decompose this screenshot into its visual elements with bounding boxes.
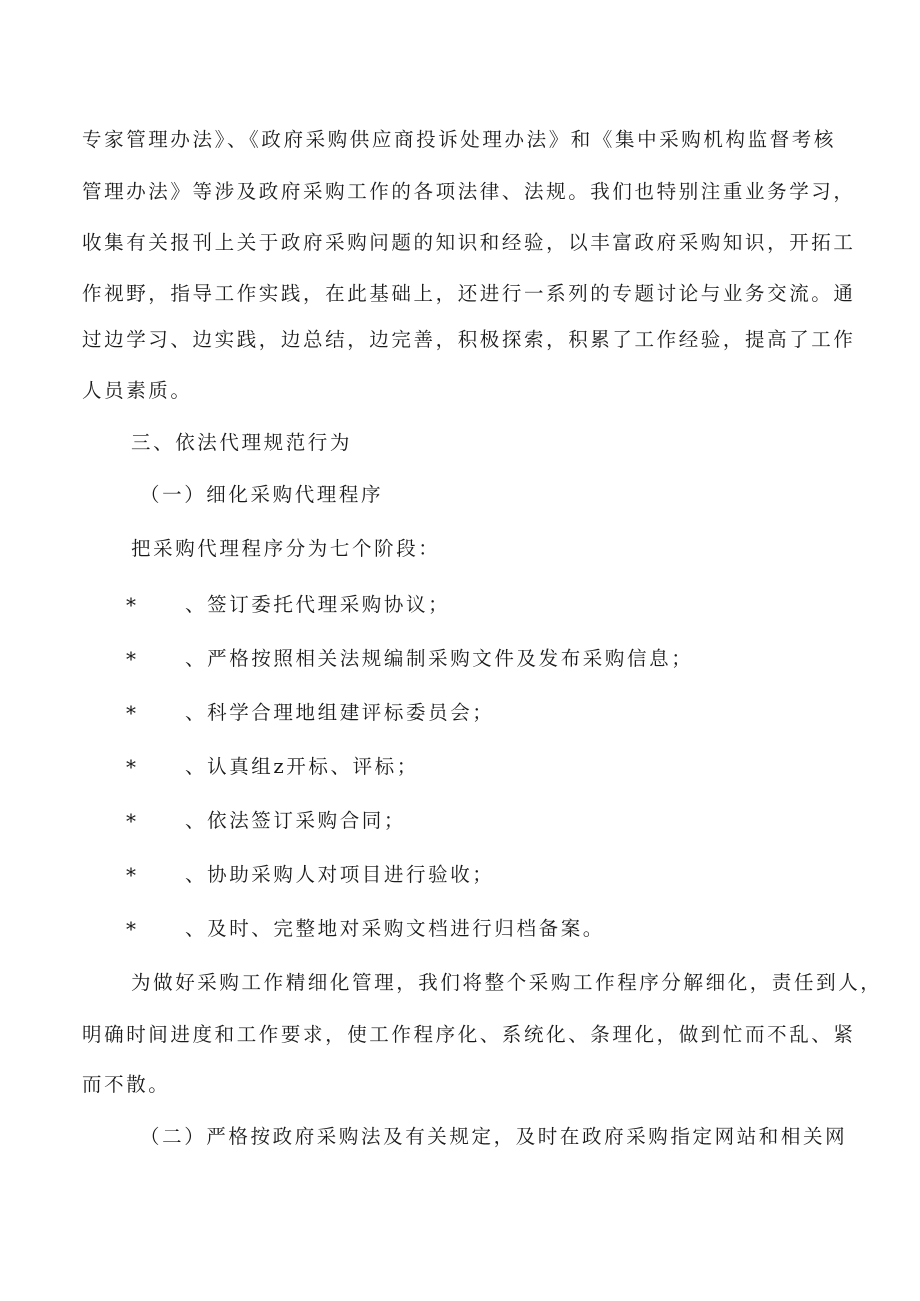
bullet-mark: * — [126, 755, 136, 779]
paragraph-2-line-2: 明确时间进度和工作要求，使工作程序化、系统化、条理化，做到忙而不乱、紧 — [82, 1023, 856, 1046]
stage-text: 、依法签订采购合同； — [185, 809, 407, 832]
stage-text: 、科学合理地组建评标委员会； — [185, 701, 495, 724]
stage-text: 、签订委托代理采购协议； — [185, 593, 451, 616]
stage-text: 、及时、完整地对采购文档进行归档备案。 — [185, 917, 605, 940]
bullet-mark: * — [126, 863, 136, 887]
bullet-mark: * — [126, 701, 136, 725]
paragraph-1-line-3: 收集有关报刊上关于政府采购问题的知识和经验，以丰富政府采购知识，开拓工 — [82, 231, 856, 254]
stage-text: 、协助采购人对项目进行验收； — [185, 863, 495, 886]
paragraph-1-line-6: 人员素质。 — [82, 379, 193, 402]
paragraph-2-line-3: 而不散。 — [82, 1073, 171, 1096]
stage-text: 、严格按照相关法规编制采购文件及发布采购信息； — [185, 647, 694, 670]
section-heading: 三、依法代理规范行为 — [131, 431, 353, 454]
bullet-mark: * — [126, 593, 136, 617]
bullet-mark: * — [126, 917, 136, 941]
paragraph-1-line-4: 作视野，指导工作实践，在此基础上，还进行一系列的专题讨论与业务交流。通 — [82, 282, 856, 305]
stage-text: 、认真组z开标、评标； — [185, 755, 419, 778]
paragraph-1-line-1: 专家管理办法》、《政府采购供应商投诉处理办法》和《集中采购机构监督考核 — [82, 128, 837, 151]
paragraph-1-line-5: 过边学习、边实践，边总结，边完善，积极探索，积累了工作经验，提高了工作 — [82, 328, 856, 351]
subsection-heading-1: （一）细化采购代理程序 — [140, 483, 384, 506]
paragraph-1-line-2: 管理办法》等涉及政府采购工作的各项法律、法规。我们也特别注重业务学习， — [82, 180, 856, 203]
stages-intro: 把采购代理程序分为七个阶段： — [131, 537, 441, 560]
bullet-mark: * — [126, 647, 136, 671]
paragraph-2-line-1: 为做好采购工作精细化管理，我们将整个采购工作程序分解细化，责任到人， — [131, 971, 883, 994]
bullet-mark: * — [126, 809, 136, 833]
subsection-heading-2: （二）严格按政府采购法及有关规定，及时在政府采购指定网站和相关网 — [140, 1125, 848, 1148]
